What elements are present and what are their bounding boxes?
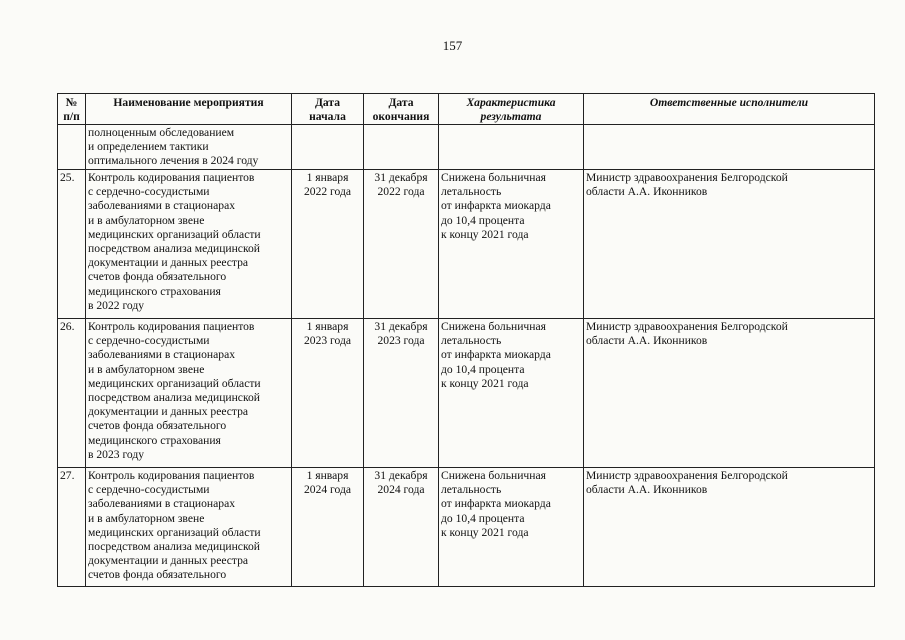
row-result: Снижена больничная летальность от инфаркта миокарда до 10,4 процента к концу 2021 года bbox=[439, 319, 584, 468]
row-start-date: 1 января 2024 года bbox=[292, 468, 364, 587]
row-end-date: 31 декабря 2023 года bbox=[364, 319, 439, 468]
row-activity-name: Контроль кодирования пациентов с сердечно-сосудистыми заболеваниями в стационарах и в амбулаторном звене медицинских организаций области посредством анализа медицинской документации и данных реестра счетов фонда обязательного медицинского страхования в 2022 году bbox=[86, 170, 292, 319]
header-end-date: Дата окончания bbox=[364, 94, 439, 125]
row-result: Снижена больничная летальность от инфаркта миокарда до 10,4 процента к концу 2021 года bbox=[439, 468, 584, 587]
table-row bbox=[58, 125, 875, 170]
row-activity-name: Контроль кодирования пациентов с сердечно-сосудистыми заболеваниями в стационарах и в амбулаторном звене медицинских организаций области посредством анализа медицинской документации и данных реестра счетов фонда обязательного медицинского страхования в 2023 году bbox=[86, 319, 292, 468]
row-end-date: 31 декабря 2022 года bbox=[364, 170, 439, 319]
header-responsible: Ответственные исполнители bbox=[584, 94, 875, 125]
header-start-date: Дата начала bbox=[292, 94, 364, 125]
row-num bbox=[58, 125, 86, 170]
table-header-row bbox=[58, 94, 875, 125]
row-end-date bbox=[364, 125, 439, 170]
activities-table bbox=[57, 93, 875, 587]
row-responsible: Министр здравоохранения Белгородской области А.А. Иконников bbox=[584, 468, 875, 587]
row-responsible bbox=[584, 125, 875, 170]
page-number: 157 bbox=[442, 38, 463, 53]
header-num: № п/п bbox=[58, 94, 86, 125]
table-row bbox=[58, 319, 875, 468]
row-activity-name: полноценным обследованием и определением тактики оптимального лечения в 2024 году bbox=[86, 125, 292, 170]
row-activity-name: Контроль кодирования пациентов с сердечно-сосудистыми заболеваниями в стационарах и в амбулаторном звене медицинских организаций области посредством анализа медицинской документации и данных реестра счетов фонда обязательного bbox=[86, 468, 292, 587]
header-result: Характеристика результата bbox=[439, 94, 584, 125]
header-name: Наименование мероприятия bbox=[86, 94, 292, 125]
row-responsible: Министр здравоохранения Белгородской области А.А. Иконников bbox=[584, 319, 875, 468]
table-row bbox=[58, 170, 875, 319]
row-num: 27. bbox=[58, 468, 86, 587]
row-responsible: Министр здравоохранения Белгородской области А.А. Иконников bbox=[584, 170, 875, 319]
row-result bbox=[439, 125, 584, 170]
row-num: 26. bbox=[58, 319, 86, 468]
row-start-date: 1 января 2022 года bbox=[292, 170, 364, 319]
row-result: Снижена больничная летальность от инфаркта миокарда до 10,4 процента к концу 2021 года bbox=[439, 170, 584, 319]
row-num: 25. bbox=[58, 170, 86, 319]
row-end-date: 31 декабря 2024 года bbox=[364, 468, 439, 587]
table-row bbox=[58, 468, 875, 587]
row-start-date bbox=[292, 125, 364, 170]
row-start-date: 1 января 2023 года bbox=[292, 319, 364, 468]
